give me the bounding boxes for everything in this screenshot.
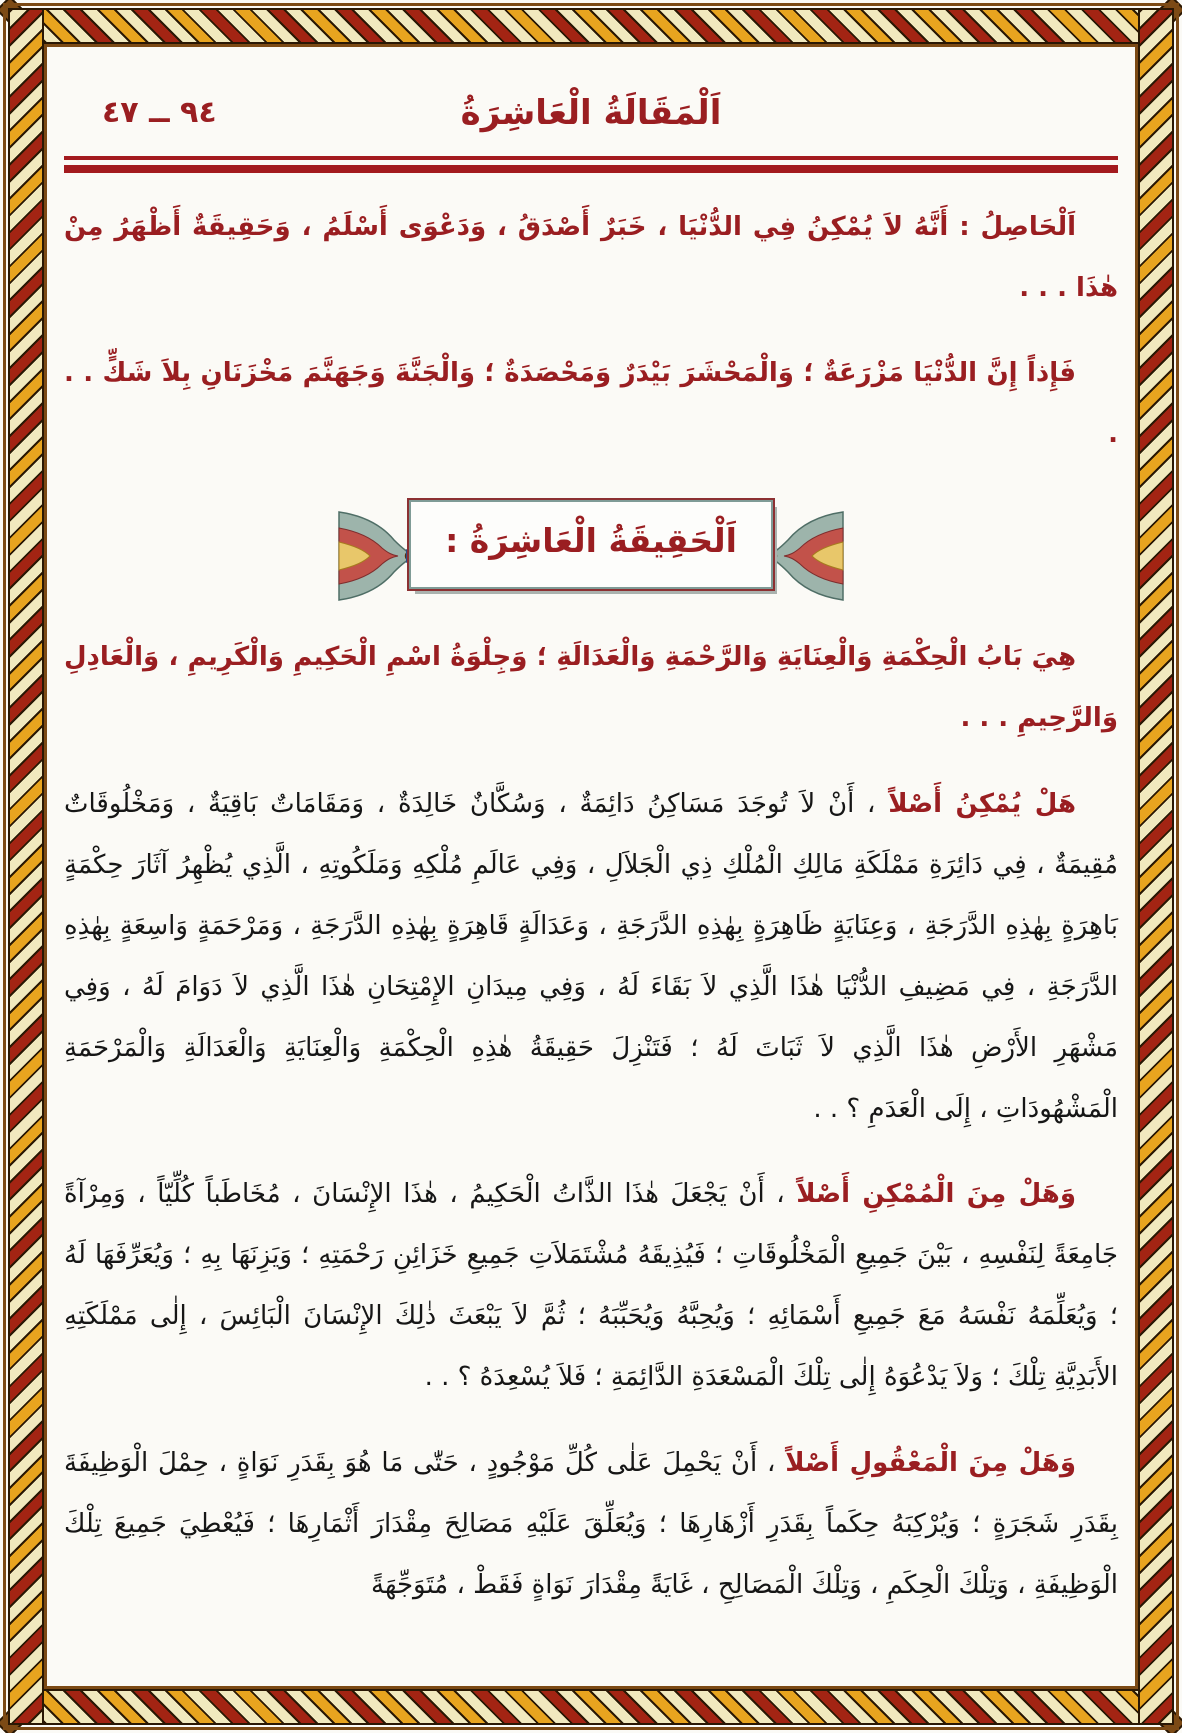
paragraph-lead: هَلْ يُمْكِنُ أَصْلاً — [888, 788, 1077, 819]
paragraph-world-field: فَإِذاً إِنَّ الدُّنْيَا مَزْرَعَةٌ ؛ وَالْمَحْشَرَ بَيْدَرٌ وَمَحْصَدَةٌ ؛ وَالْجَنَّةَ وَجَهَنَّمَ مَخْزَنَانِ بِلاَ شَكٍّ . . . — [64, 358, 1118, 450]
section-heading-box — [409, 500, 773, 589]
floral-ornament-left-icon — [763, 504, 845, 608]
paragraph-truth-intro: هِيَ بَابُ الْحِكْمَةِ وَالْعِنَايَةِ وَالرَّحْمَةِ وَالْعَدَالَةِ ؛ وَجِلْوَةُ اسْمِ الْحَكِيمِ وَالْكَرِيمِ ، وَالْعَادِلِ وَالرَّحِيمِ . . . — [64, 642, 1118, 734]
paragraph-lead: وَهَلْ مِنَ الْمُمْكِنِ أَصْلاً — [796, 1179, 1076, 1210]
page-title: اَلْمَقَالَةُ الْعَاشِرَةُ — [460, 93, 722, 133]
border-pattern-top — [8, 8, 1174, 44]
paragraph-question-2 — [64, 1164, 1118, 1408]
section-heading-label: اَلْحَقِيقَةُ الْعَاشِرَةُ : — [445, 521, 737, 561]
header-rule-thick — [64, 165, 1118, 173]
paragraph-question-1 — [64, 774, 1118, 1141]
border-pattern-bottom — [8, 1689, 1174, 1725]
paragraph-question-3 — [64, 1433, 1118, 1616]
header-rule — [64, 156, 1118, 173]
page-content — [64, 52, 1118, 1681]
paragraph-body: ، أَنْ لاَ تُوجَدَ مَسَاكِنُ دَائِمَةٌ ، وَسُكَّانٌ خَالِدَةٌ ، وَمَقَامَاتٌ بَاقِيَةٌ ، وَمَخْلُوقَاتٌ مُقِيمَةٌ ، فِي دَائِرَةِ مَمْلَكَةِ مَالِكِ الْمُلْكِ ذِي الْجَلاَلِ ، وَفِي عَالَمِ مُلْكِهِ وَمَلَكُوتِهِ ، الَّذِي يُظْهِرُ آثَارَ حِكْمَةٍ بَاهِرَةٍ بِهٰذِهِ الدَّرَجَةِ ، وَعِنَايَةٍ ظَاهِرَةٍ بِهٰذِهِ الدَّرَجَةِ ، وَعَدَالَةٍ قَاهِرَةٍ بِهٰذِهِ الدَّرَجَةِ ، وَمَرْحَمَةٍ وَاسِعَةٍ بِهٰذِهِ الدَّرَجَةِ ، فِي مَضِيفِ الدُّنْيَا هٰذَا الَّذِي لاَ بَقَاءَ لَهُ ، وَفِي مِيدَانِ الإِمْتِحَانِ هٰذَا الَّذِي لاَ دَوَامَ لَهُ ، وَفِي مَشْهَرِ الأَرْضِ هٰذَا الَّذِي لاَ ثَبَاتَ لَهُ ؛ فَتَنْزِلَ حَقِيقَةُ هٰذِهِ الْحِكْمَةِ وَالْعِنَايَةِ وَالْعَدَالَةِ وَالْمَرْحَمَةِ الْمَشْهُودَاتِ ، إِلَى الْعَدَمِ ؟ . . — [64, 788, 1118, 1125]
border-pattern-left — [8, 8, 44, 1725]
paragraph-body: ، أَنْ يَحْمِلَ عَلٰى كُلِّ مَوْجُودٍ ، حَتّٰى مَا هُوَ بِقَدَرِ نَوَاةٍ ، حِمْلَ الْوَظِيفَةَ بِقَدَرِ شَجَرَةٍ ؛ وَيُرْكِبَهُ حِكَماً بِقَدَرِ أَزْهَارِهَا ؛ وَيُعَلِّقَ عَلَيْهِ مَصَالِحَ مِقْدَارَ أَثْمَارِهَا ؛ فَيُعْطِيَ جَمِيعَ تِلْكَ الْوَظِيفَةِ ، وَتِلْكَ الْحِكَمِ ، وَتِلْكَ الْمَصَالِحِ ، غَايَةً مِقْدَارَ نَوَاةٍ فَقَطْ ، مُتَوَجِّهَةً — [64, 1447, 1118, 1600]
paragraph-conclusion: اَلْحَاصِلُ : أَنَّهُ لاَ يُمْكِنُ فِي الدُّنْيَا ، خَبَرٌ أَصْدَقُ ، وَدَعْوَى أَسْلَمُ ، وَحَقِيقَةٌ أَظْهَرُ مِنْ هٰذَا . . . — [64, 212, 1118, 304]
section-heading-row — [64, 485, 1118, 603]
paragraph-lead: وَهَلْ مِنَ الْمَعْقُولِ أَصْلاً — [785, 1447, 1076, 1478]
page-numbers: ٩٤ ــ ٤٧ — [102, 95, 217, 130]
floral-ornament-right-icon — [337, 504, 419, 608]
paragraph-body: ، أَنْ يَجْعَلَ هٰذَا الذَّاتُ الْحَكِيمُ ، هٰذَا الإِنْسَانَ ، مُخَاطَباً كُلِّيّاً ، وَمِرْآةً جَامِعَةً لِنَفْسِهِ ، بَيْنَ جَمِيعِ الْمَخْلُوقَاتِ ؛ فَيُذِيقَهُ مُشْتَمَلاَتِ جَمِيعِ خَزَائِنِ رَحْمَتِهِ ؛ وَيَزِنَهَا بِهِ ؛ وَيُعَرِّفَهَا لَهُ ؛ وَيُعَلِّمَهُ نَفْسَهُ مَعَ جَمِيعِ أَسْمَائِهِ ؛ وَيُحِبَّهُ وَيُحَبِّبَهُ ؛ ثُمَّ لاَ يَبْعَثَ ذٰلِكَ الإِنْسَانَ الْبَائِسَ ، إِلٰى مَمْلَكَتِهِ الأَبَدِيَّةِ تِلْكَ ؛ وَلاَ يَدْعُوَهُ إِلٰى تِلْكَ الْمَسْعَدَةِ الدَّائِمَةِ ؛ فَلاَ يُسْعِدَهُ ؟ . . — [64, 1179, 1118, 1393]
header-rule-thin — [64, 156, 1118, 160]
page-header — [64, 74, 1118, 152]
border-pattern-right — [1138, 8, 1174, 1725]
